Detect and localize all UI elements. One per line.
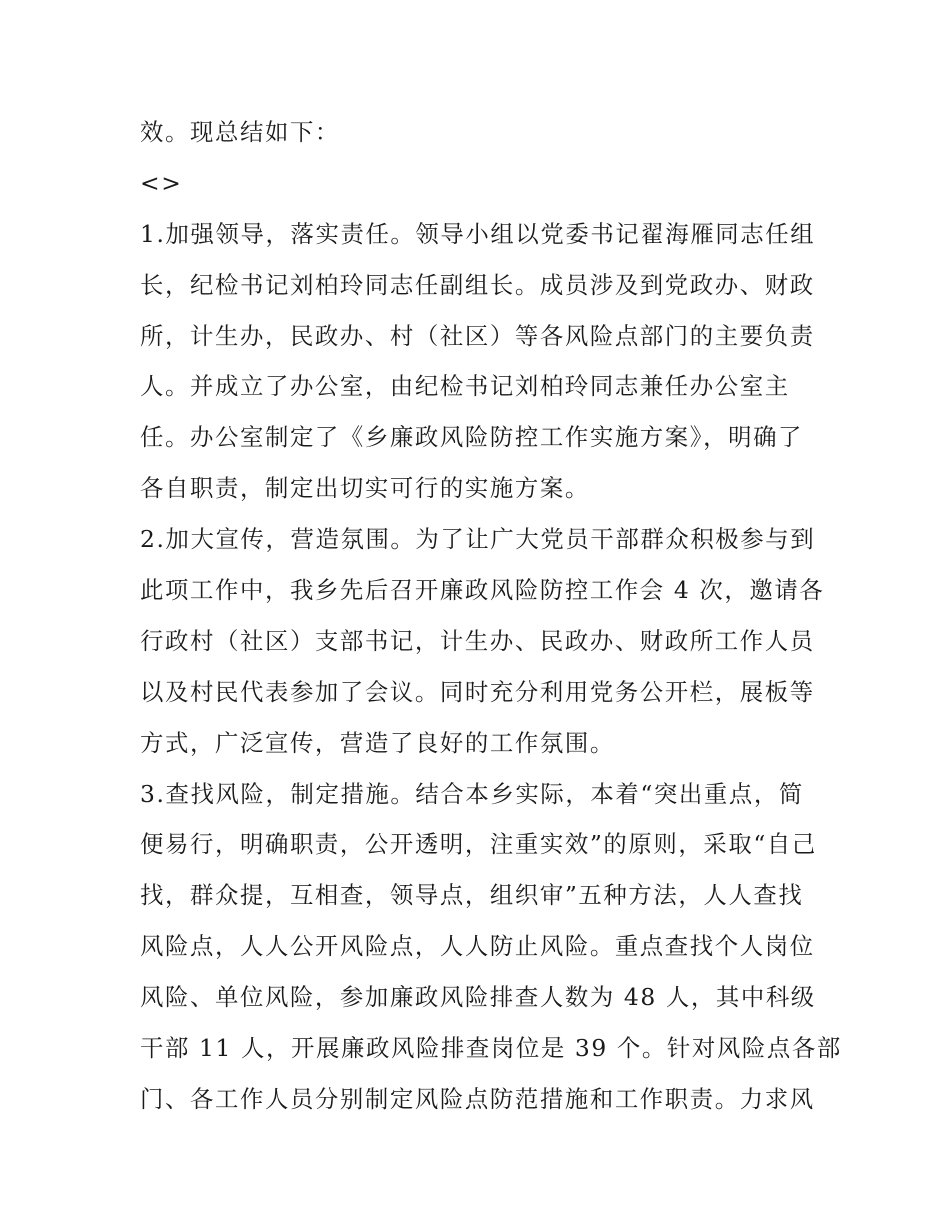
text-line: 门、各工作人员分别制定风险点防范措施和工作职责。力求风 [140,1084,815,1113]
text-line: 方式，广泛宣传，营造了良好的工作氛围。 [140,728,615,757]
text-line: 人。并成立了办公室，由纪检书记刘柏玲同志兼任办公室主 [140,372,790,401]
text-line: 3.查找风险，制定措施。结合本乡实际，本着“突出重点，简 [140,779,804,808]
text-line: <> [140,168,183,197]
text-line: 1.加强领导，落实责任。领导小组以党委书记翟海雁同志任组 [140,219,816,248]
text-line: 各自职责，制定出切实可行的实施方案。 [140,474,590,503]
text-line: 找，群众提，互相查，领导点，组织审”五种方法，人人查找 [140,881,804,910]
text-line: 此项工作中，我乡先后召开廉政风险防控工作会 4 次，邀请各 [140,576,825,605]
text-line: 2.加大宣传，营造氛围。为了让广大党员干部群众积极参与到 [140,525,816,554]
text-line: 风险、单位风险，参加廉政风险排查人数为 48 人，其中科级 [140,983,816,1012]
text-line: 效。现总结如下： [140,118,340,146]
text-line: 行政村（社区）支部书记，计生办、民政办、财政所工作人员 [140,626,815,655]
text-line: 任。办公室制定了《乡廉政风险防控工作实施方案》，明确了 [140,423,804,452]
text-line: 干部 11 人，开展廉政风险排查岗位是 39 个。针对风险点各部 [140,1034,842,1063]
text-line: 长，纪检书记刘柏玲同志任副组长。成员涉及到党政办、财政 [140,270,815,299]
text-line: 便易行，明确职责，公开透明，注重实效”的原则，采取“自己 [140,830,817,859]
text-line: 所，计生办，民政办、村（社区）等各风险点部门的主要负责 [140,321,815,350]
text-line: 风险点，人人公开风险点，人人防止风险。重点查找个人岗位 [140,932,815,961]
text-line: 以及村民代表参加了会议。同时充分利用党务公开栏，展板等 [140,677,815,706]
document-body [140,107,842,1125]
